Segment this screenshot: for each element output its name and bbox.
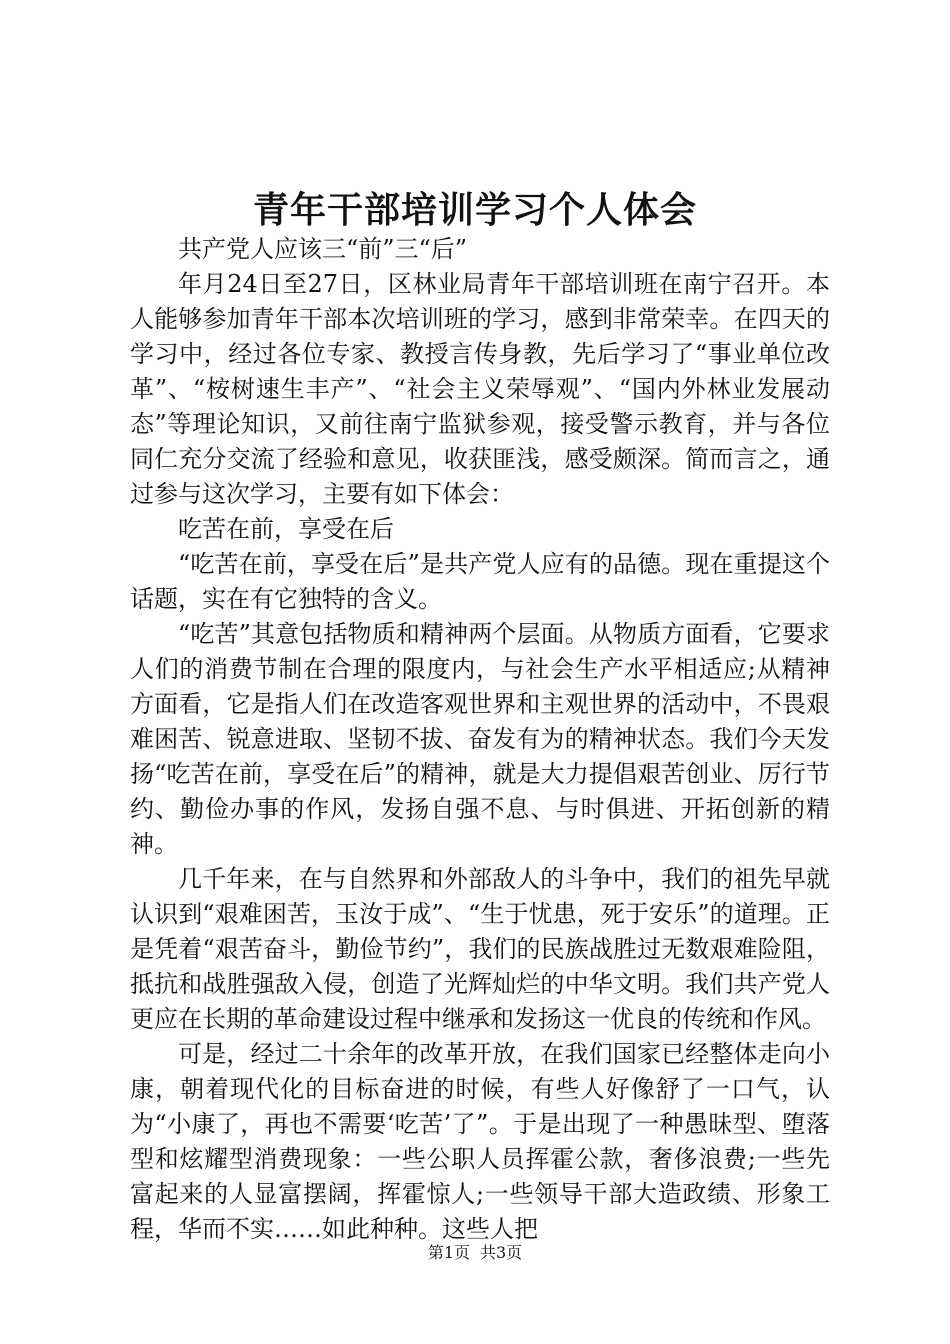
- page-total: 共3页: [480, 1243, 523, 1262]
- paragraph: “吃苦在前，享受在后”是共产党人应有的品德。现在重提这个话题，实在有它独特的含义。: [130, 550, 830, 613]
- page-footer: [0, 1242, 950, 1264]
- paragraph: 几千年来，在与自然界和外部敌人的斗争中，我们的祖先早就认识到“艰难困苦，玉汝于成”、“生于忧患，死于安乐”的道理。正是凭着“艰苦奋斗，勤俭节约”，我们的民族战胜过无数艰难险阻，抵抗和战胜强敌入侵，创造了光辉灿烂的中华文明。我们共产党人更应在长期的革命建设过程中继承和发扬这一优良的传统和作风。: [130, 865, 830, 1033]
- paragraph: 共产党人应该三“前”三“后”: [178, 235, 468, 263]
- page-number: 第1页: [427, 1243, 470, 1262]
- paragraph: 年月24日至27日，区林业局青年干部培训班在南宁召开。本人能够参加青年干部本次培训班的学习，感到非常荣幸。在四天的学习中，经过各位专家、教授言传身教，先后学习了“事业单位改革”、“桉树速生丰产”、“社会主义荣辱观”、“国内外林业发展动态”等理论知识，又前往南宁监狱参观，接受警示教育，并与各位同仁充分交流了经验和意见，收获匪浅，感受颇深。简而言之，通过参与这次学习，主要有如下体会：: [130, 270, 830, 508]
- paragraph: 吃苦在前，享受在后: [178, 515, 394, 543]
- document-body: [130, 232, 830, 1247]
- document-title: 青年干部培训学习个人体会: [252, 189, 697, 231]
- paragraph: 可是，经过二十余年的改革开放，在我们国家已经整体走向小康，朝着现代化的目标奋进的时候，有些人好像舒了一口气，认为“小康了，再也不需要‘吃苦’了”。于是出现了一种愚昧型、堕落型和炫耀型消费现象：一些公职人员挥霍公款，奢侈浪费;一些先富起来的人显富摆阔，挥霍惊人;一些领导干部大造政绩、形象工程，华而不实……如此种种。这些人把: [130, 1040, 830, 1243]
- paragraph: “吃苦”其意包括物质和精神两个层面。从物质方面看，它要求人们的消费节制在合理的限度内，与社会生产水平相适应;从精神方面看，它是指人们在改造客观世界和主观世界的活动中，不畏艰难困苦、锐意进取、坚韧不拔、奋发有为的精神状态。我们今天发扬“吃苦在前，享受在后”的精神，就是大力提倡艰苦创业、厉行节约、勤俭办事的作风，发扬自强不息、与时俱进、开拓创新的精神。: [130, 620, 830, 858]
